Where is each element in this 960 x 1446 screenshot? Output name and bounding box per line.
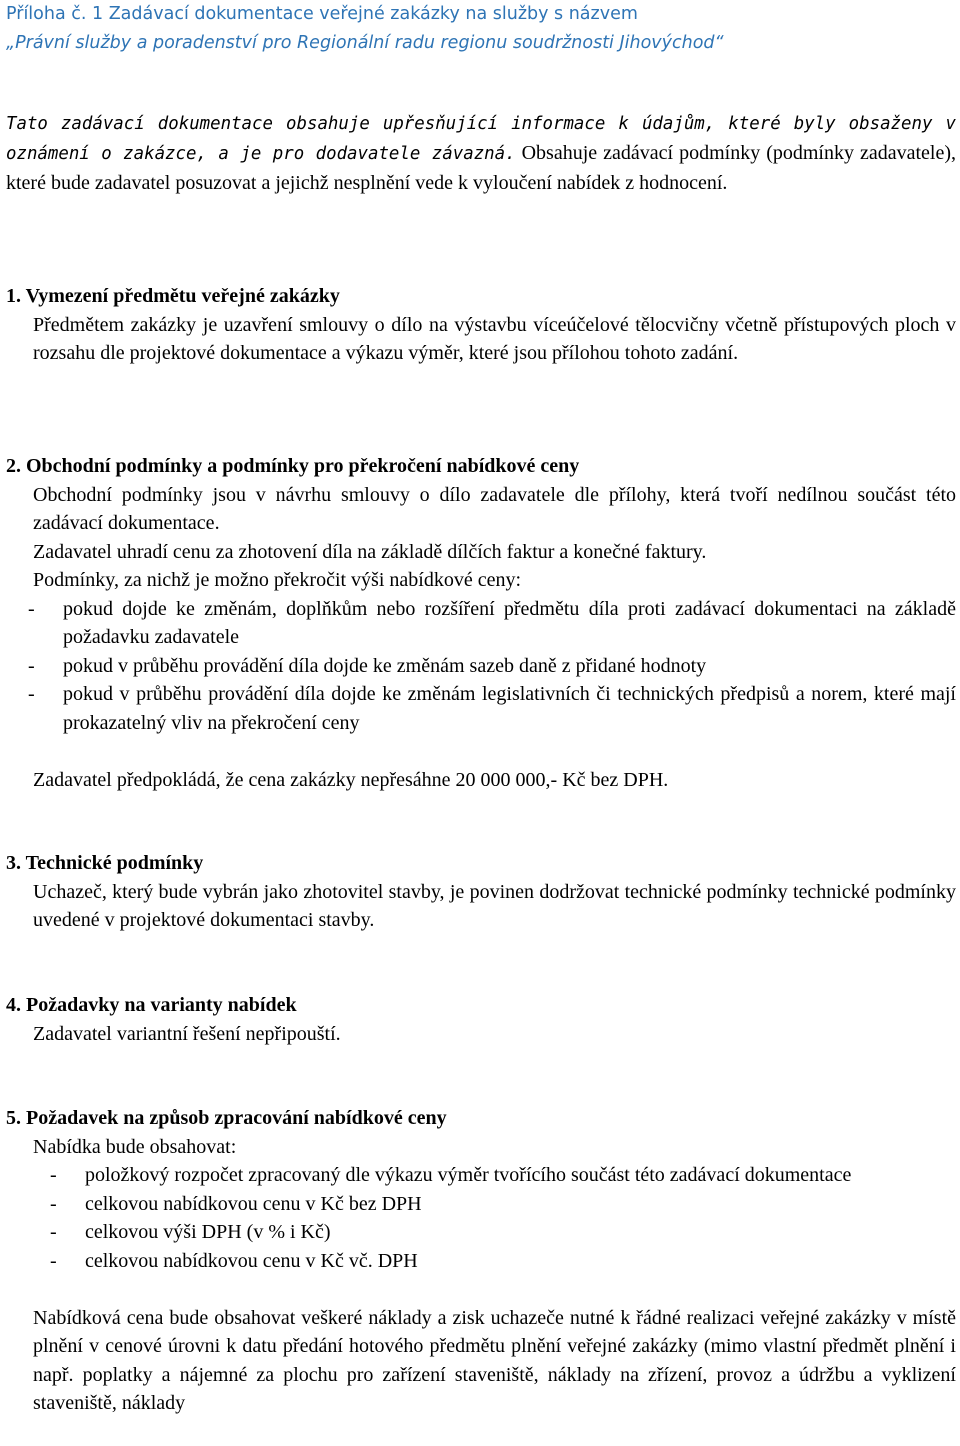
list-item-text: celkovou nabídkovou cenu v Kč vč. DPH [85, 1249, 418, 1272]
section-1-title: 1. Vymezení předmětu veřejné zakázky [6, 285, 340, 307]
section-2-paragraph-3: Podmínky, za nichž je možno překročit výši nabídkové ceny: [33, 569, 522, 591]
section-2-paragraph-2: Zadavatel uhradí cenu za zhotovení díla na základě dílčích faktur a konečné faktury. [33, 540, 707, 563]
list-item [28, 595, 956, 652]
section-5-title: 5. Požadavek na způsob zpracování nabídkové ceny [6, 1107, 447, 1129]
section-5-list [6, 1161, 956, 1275]
document-header [6, 0, 724, 58]
section-2-list [6, 595, 956, 738]
section-5-paragraph-2: Nabídková cena bude obsahovat veškeré náklady a zisk uchazeče nutné k řádné realizaci veřejné zakázky v místě plnění v cenové úrovni k datu předání hotového předmětu plnění veřejné zakázky (mimo vlastní předmět plnění i např. poplatky a nájemné za plochu pro zařízení staveniště, náklady na zřízení, provoz a údržbu a vyklizení staveniště, náklady [33, 1306, 956, 1414]
list-item-text: pokud v průběhu provádění díla dojde ke změnám legislativních či technických předpisů a norem, které mají prokazatelný vliv na překročení ceny [63, 683, 956, 734]
section-5-paragraph-1: Nabídka bude obsahovat: [33, 1135, 237, 1158]
list-item-text: pokud v průběhu provádění díla dojde ke změnám sazeb daně z přidané hodnoty [63, 654, 707, 677]
list-dash: - [28, 654, 35, 677]
section-3-title: 3. Technické podmínky [6, 852, 204, 874]
section-5 [6, 1104, 956, 1418]
list-dash: - [50, 1249, 57, 1272]
list-item-text: pokud dojde ke změnám, doplňkům nebo rozšíření předmětu díla proti zadávací dokumentaci na základě požadavku zadavatele [63, 597, 956, 648]
list-item-text: celkovou výši DPH (v % i Kč) [85, 1221, 331, 1243]
list-dash: - [50, 1164, 57, 1186]
section-1-text: Předmětem zakázky je uzavření smlouvy o dílo na výstavbu víceúčelové tělocvičny včetně přístupových ploch v rozsahu dle projektové dokumentace a výkazu výměr, které jsou přílohou tohoto zadání. [33, 313, 956, 364]
section-4 [6, 991, 956, 1048]
intro-mono-text: Tato zadávací dokumentace obsahuje upřesňující informace k údajům, které byly obsaženy v oznámení o zakázce, a je pro dodavatele závazná. [6, 114, 956, 164]
section-3 [6, 849, 956, 935]
section-4-text: Zadavatel variantní řešení nepřipouští. [33, 1022, 341, 1045]
section-2 [6, 452, 956, 794]
section-2-paragraph-4: Zadavatel předpokládá, že cena zakázky nepřesáhne 20 000 000,- Kč bez DPH. [33, 768, 669, 791]
list-item-text: celkovou nabídkovou cenu v Kč bez DPH [85, 1192, 422, 1215]
intro-paragraph [6, 110, 956, 199]
header-line-1: Příloha č. 1 Zadávací dokumentace veřejné zakázky na služby s názvem [6, 4, 638, 24]
list-item [50, 1247, 956, 1276]
list-item [28, 652, 956, 681]
section-2-title: 2. Obchodní podmínky a podmínky pro překročení nabídkové ceny [6, 455, 580, 477]
list-item [50, 1161, 956, 1190]
section-4-title: 4. Požadavky na varianty nabídek [6, 994, 297, 1016]
list-dash: - [28, 683, 35, 705]
list-item [50, 1190, 956, 1219]
list-item-text: položkový rozpočet zpracovaný dle výkazu výměr tvořícího součást této zadávací dokumentace [85, 1164, 852, 1186]
list-dash: - [50, 1192, 57, 1215]
list-item [28, 680, 956, 737]
list-dash: - [50, 1221, 57, 1243]
header-line-2: „Právní služby a poradenství pro Regionální radu regionu soudržnosti Jihovýchod“ [6, 33, 724, 53]
section-2-paragraph-1: Obchodní podmínky jsou v návrhu smlouvy o dílo zadavatele dle přílohy, která tvoří nedílnou součást této zadávací dokumentace. [33, 483, 956, 534]
section-3-text: Uchazeč, který bude vybrán jako zhotovitel stavby, je povinen dodržovat technické podmínky technické podmínky uvedené v projektové dokumentaci stavby. [33, 880, 956, 931]
list-dash: - [28, 597, 35, 620]
intro-serif-text: Obsahuje zadávací podmínky (podmínky zadavatele), které bude zadavatel posuzovat a jejichž nesplnění vede k vyloučení nabídek z hodnocení. [6, 142, 957, 194]
section-1 [6, 282, 956, 368]
list-item [50, 1218, 956, 1247]
